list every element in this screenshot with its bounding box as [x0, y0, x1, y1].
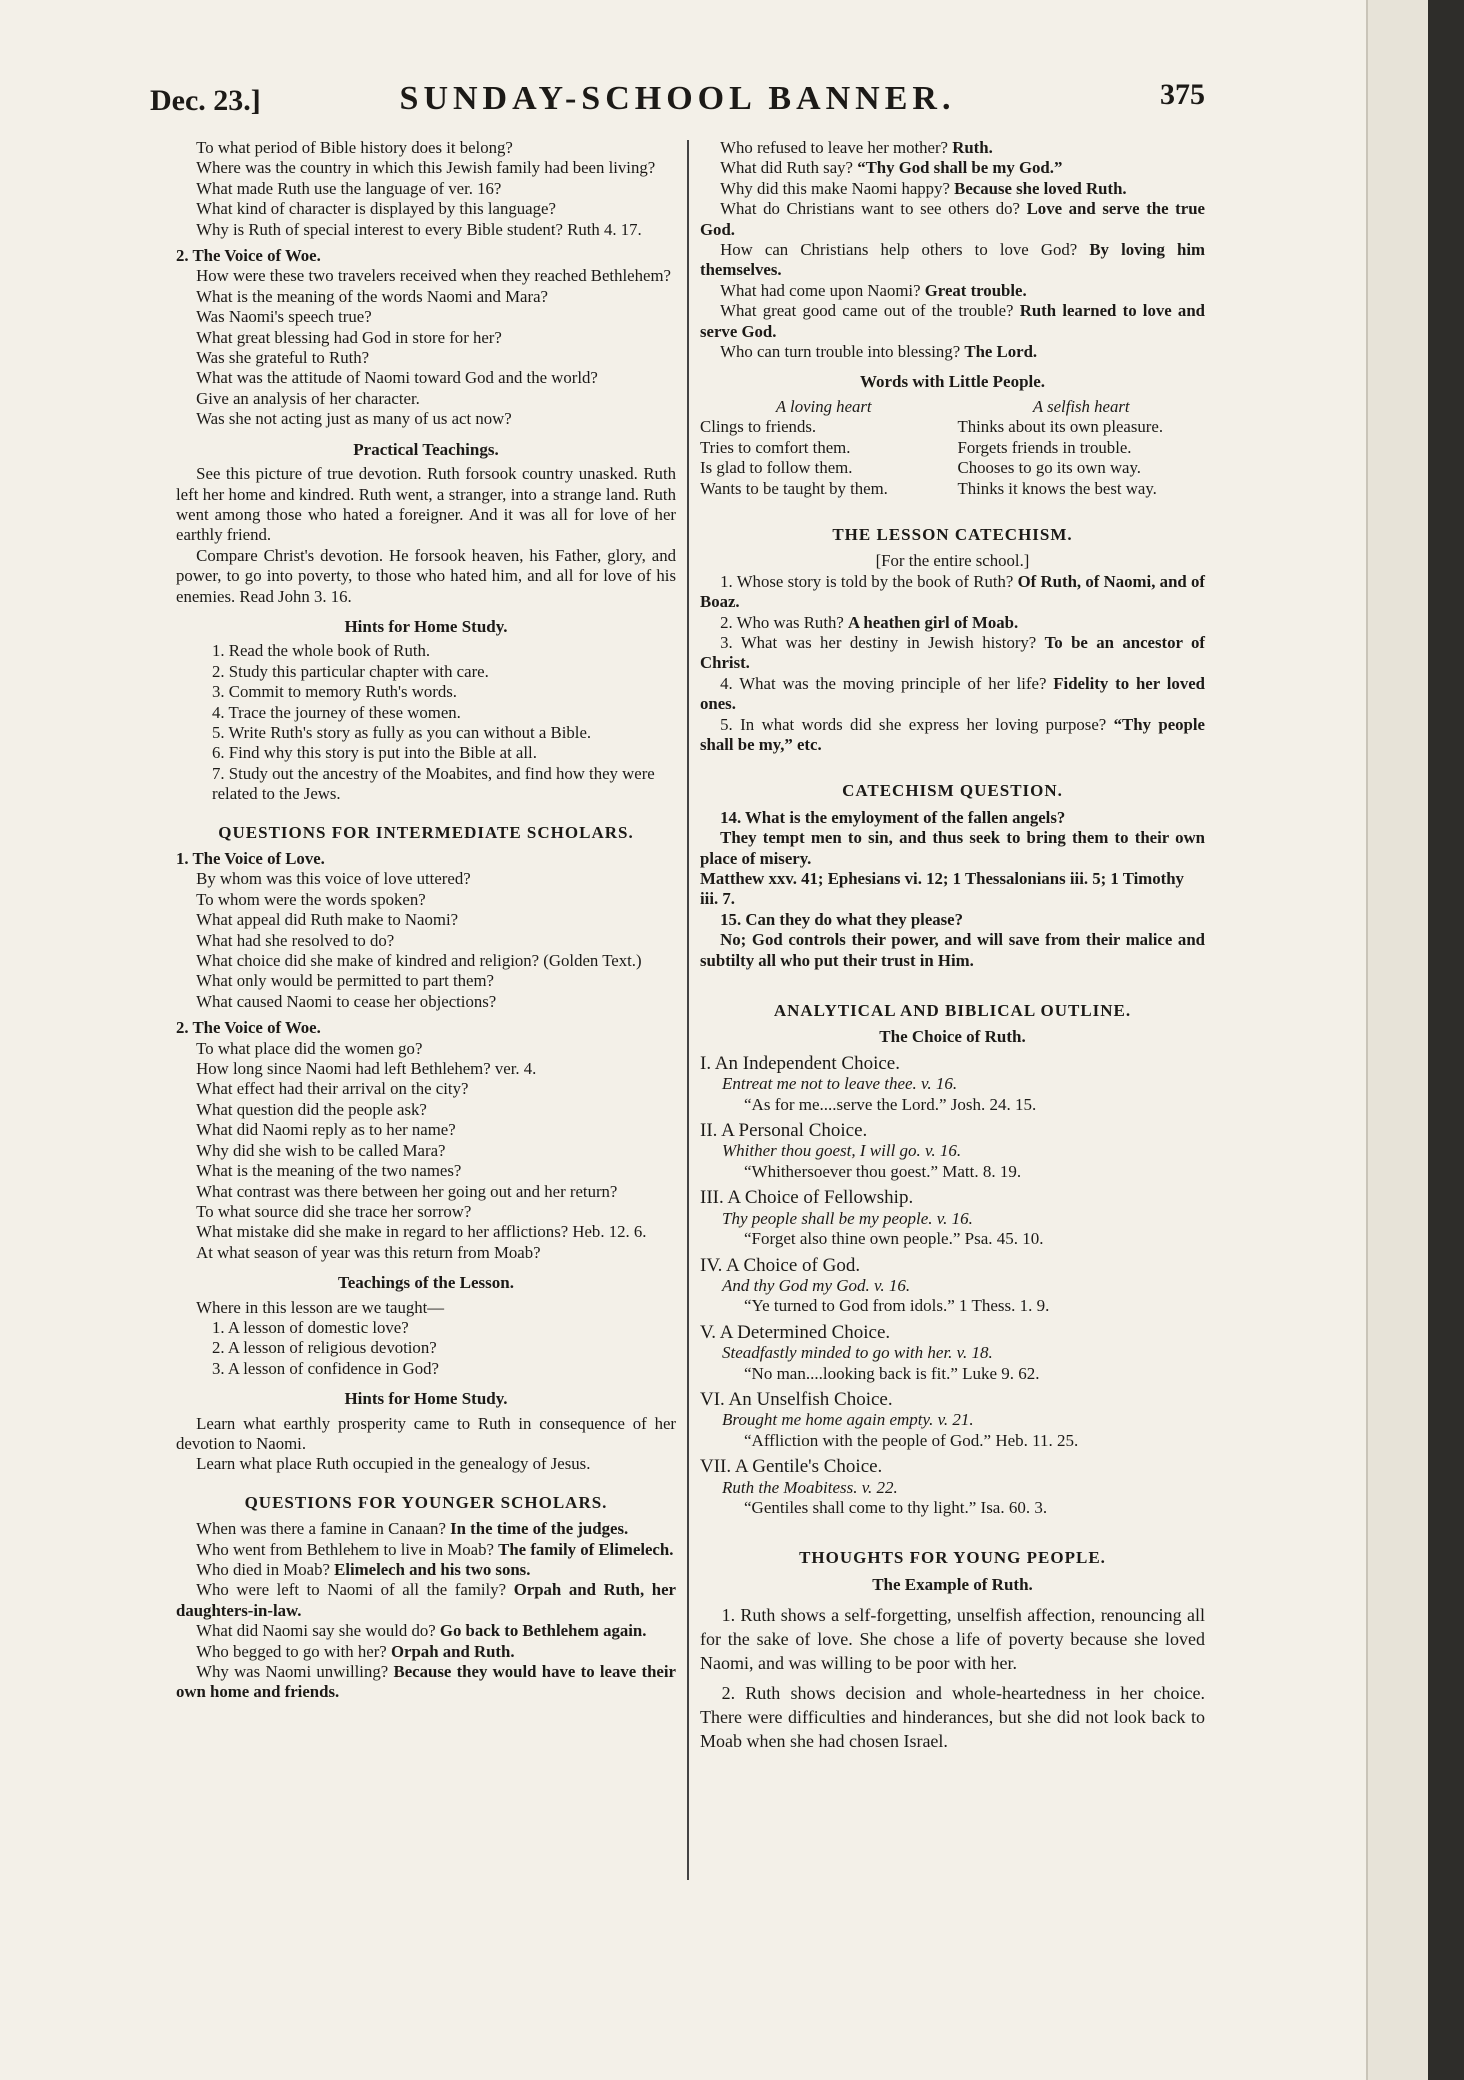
answer: Fidelity to her loved ones. — [700, 673, 1205, 714]
question: At what season of year was this return from Moab? — [196, 1242, 541, 1262]
question: 4. What was the moving principle of her life? — [720, 673, 1047, 693]
list-item: 4. Trace the journey of these women. — [212, 702, 461, 722]
answer: Of Ruth, of Naomi, and of Boaz. — [700, 571, 1205, 612]
catechism-qa — [700, 572, 1205, 756]
question: What had come upon Naomi? — [720, 280, 921, 300]
question: To whom were the words spoken? — [196, 889, 426, 909]
question: Where was the country in which this Jewish family had been living? — [196, 158, 656, 178]
question: Who died in Moab? — [196, 1560, 330, 1579]
question: Was Naomi's speech true? — [196, 307, 372, 327]
question: 1. Whose story is told by the book of Ruth? — [720, 571, 1014, 591]
outline-ref: “Affliction with the people of God.” Heb. 11. 25. — [744, 1430, 1079, 1450]
qa-item — [700, 572, 1205, 613]
question: What question did the people ask? — [196, 1099, 427, 1119]
answer: “Thy God shall be my God.” — [857, 158, 1063, 178]
teachings-intro: Where in this lesson are we taught— — [196, 1297, 445, 1317]
question: What had she resolved to do? — [196, 930, 395, 950]
qa-item — [700, 281, 1205, 301]
question: Why was Naomi unwilling? — [196, 1662, 389, 1682]
intermediate-heading: QUESTIONS FOR INTERMEDIATE SCHOLARS. — [218, 822, 634, 842]
question: What made Ruth use the language of ver. 16? — [196, 178, 502, 198]
question: What kind of character is displayed by this language? — [196, 199, 556, 219]
outline-heading-item: II. A Personal Choice. — [700, 1120, 868, 1142]
words-right-cell: Forgets friends in trouble. — [957, 437, 1132, 457]
running-header — [150, 76, 1205, 128]
column-rule — [687, 140, 689, 1880]
answer: Elimelech and his two sons. — [334, 1560, 531, 1579]
question: What mistake did she make in regard to her afflictions? Heb. 12. 6. — [196, 1222, 647, 1242]
outline-ref: “Whithersoever thou goest.” Matt. 8. 19. — [744, 1161, 1022, 1181]
question: What do Christians want to see others do? — [720, 199, 1020, 219]
question: To what place did the women go? — [196, 1038, 423, 1058]
int-s2-questions — [176, 1039, 676, 1263]
practical-teachings-heading: Practical Teachings. — [353, 439, 499, 459]
words-left-cell: Wants to be taught by them. — [700, 478, 888, 498]
qa-item — [700, 715, 1205, 756]
outline-text: Whither thou goest, I will go. v. 16. — [722, 1141, 962, 1161]
question: When was there a famine in Canaan? — [196, 1519, 446, 1539]
intro-questions — [176, 138, 676, 240]
words-right-cell: Chooses to go its own way. — [957, 458, 1142, 478]
question: How long since Naomi had left Bethlehem? ver. 4. — [196, 1059, 537, 1079]
question: 3. What was her destiny in Jewish history? — [720, 632, 1037, 652]
answer: Orpah and Ruth, her daughters-in-law. — [176, 1580, 676, 1620]
section-heading: 2. The Voice of Woe. — [176, 246, 321, 266]
outline-subheading: The Choice of Ruth. — [879, 1027, 1026, 1047]
outline-text: Ruth the Moabitess. v. 22. — [722, 1477, 898, 1497]
int-s1-questions — [176, 869, 676, 1012]
question: What caused Naomi to cease her objections? — [196, 991, 497, 1011]
section-heading: 2. The Voice of Woe. — [176, 1018, 321, 1038]
qa-item — [700, 301, 1205, 342]
question: 15. Can they do what they please? — [720, 909, 964, 929]
question: How were these two travelers received when they reached Bethlehem? — [196, 266, 671, 286]
qa-item — [700, 179, 1205, 199]
outline-ref: “Forget also thine own people.” Psa. 45. 10. — [744, 1229, 1044, 1249]
younger-qa — [176, 1519, 676, 1703]
words-left-cell: Is glad to follow them. — [700, 458, 853, 478]
answer: Because they would have to leave their own home and friends. — [176, 1662, 676, 1702]
list-item: 5. Write Ruth's story as fully as you can without a Bible. — [212, 722, 592, 742]
question: Was she grateful to Ruth? — [196, 348, 370, 368]
thoughts-subheading: The Example of Ruth. — [872, 1574, 1033, 1594]
question: Who were left to Naomi of all the family? — [196, 1580, 507, 1600]
question: To what source did she trace her sorrow? — [196, 1201, 472, 1221]
question: What is the meaning of the two names? — [196, 1161, 462, 1181]
answer: Ruth. — [952, 138, 993, 157]
answer: By loving him themselves. — [700, 240, 1205, 280]
section-heading: 1. The Voice of Love. — [176, 849, 325, 868]
answer: To be an ancestor of Christ. — [700, 632, 1205, 673]
top-qa — [700, 138, 1205, 362]
hints-list — [176, 641, 676, 804]
question: How can Christians help others to love God? — [720, 240, 1078, 260]
outline-ref: “Gentiles shall come to thy light.” Isa. 60. 3. — [744, 1497, 1048, 1517]
words-right-cell: Thinks it knows the best way. — [957, 478, 1157, 498]
question: 5. In what words did she express her loving purpose? — [720, 714, 1107, 734]
paragraph: Learn what place Ruth occupied in the genealogy of Jesus. — [196, 1454, 591, 1474]
scan-border — [1428, 0, 1464, 2080]
section2-questions — [176, 266, 676, 429]
question: 14. What is the emyloyment of the fallen angels? — [720, 807, 1066, 827]
qa-item — [176, 1519, 676, 1539]
paragraph: Compare Christ's devotion. He forsook heaven, his Father, glory, and power, to go into poverty, to those who hated him, and all for love of his enemies. Read John 3. 16. — [176, 545, 676, 606]
outline-heading-item: IV. A Choice of God. — [700, 1254, 861, 1276]
qa-item — [176, 1662, 676, 1703]
question: Why did she wish to be called Mara? — [196, 1140, 446, 1160]
page-number: 375 — [1160, 78, 1205, 111]
younger-heading: QUESTIONS FOR YOUNGER SCHOLARS. — [244, 1492, 608, 1512]
outline-ref: “Ye turned to God from idols.” 1 Thess. 1. 9. — [744, 1296, 1050, 1316]
qa-item — [700, 138, 1205, 158]
list-item: 1. Read the whole book of Ruth. — [212, 641, 431, 661]
paragraph: Learn what earthly prosperity came to Ruth in consequence of her devotion to Naomi. — [176, 1413, 676, 1453]
scripture-refs: Matthew xxv. 41; Ephesians vi. 12; 1 Thessalonians iii. 5; 1 Timothy iii. 7. — [700, 869, 1184, 909]
answer: Because she loved Ruth. — [954, 178, 1127, 198]
outline-text: Brought me home again empty. v. 21. — [722, 1410, 974, 1430]
qa-item — [176, 1540, 676, 1560]
list-item: 3. Commit to memory Ruth's words. — [212, 682, 457, 702]
teachings-heading: Teachings of the Lesson. — [337, 1273, 514, 1293]
words-table — [700, 397, 1205, 499]
qa-item — [176, 1580, 676, 1621]
question: What contrast was there between her going out and her return? — [196, 1181, 618, 1201]
paragraph: 1. Ruth shows a self-forgetting, unselfish affection, renouncing all for the sake of love. She chose a life of poverty because she loved Naomi, and was willing to be poor with her. — [700, 1605, 1205, 1674]
question: Who can turn trouble into blessing? — [720, 342, 961, 362]
question: By whom was this voice of love uttered? — [196, 869, 471, 889]
answer: A heathen girl of Moab. — [848, 612, 1019, 632]
answer: “Thy people shall be my,” etc. — [700, 714, 1206, 754]
question: What did Naomi reply as to her name? — [196, 1120, 456, 1140]
outline-heading-item: VI. An Unselfish Choice. — [700, 1388, 893, 1410]
list-item: 3. A lesson of confidence in God? — [212, 1358, 439, 1378]
answer: Love and serve the true God. — [700, 199, 1206, 239]
outline-heading-item: III. A Choice of Fellowship. — [700, 1187, 914, 1209]
question: What did Ruth say? — [720, 158, 853, 178]
outline-list — [700, 1054, 1205, 1519]
answer: The Lord. — [964, 342, 1038, 362]
words-right-cell: Thinks about its own pleasure. — [957, 417, 1164, 437]
question: What great good came out of the trouble? — [720, 301, 1014, 321]
qa-item — [700, 342, 1205, 362]
catechism-subheading: [For the entire school.] — [875, 551, 1030, 571]
question: Give an analysis of her character. — [196, 388, 420, 408]
question: Why is Ruth of special interest to every Bible student? Ruth 4. 17. — [196, 219, 642, 239]
outline-heading: ANALYTICAL AND BIBLICAL OUTLINE. — [773, 1001, 1132, 1021]
outline-ref: “No man....looking back is fit.” Luke 9. 62. — [744, 1363, 1040, 1383]
page-edge-shadow — [1366, 0, 1428, 2080]
answer: They tempt men to sin, and thus seek to bring them to their own place of misery. — [700, 828, 1205, 868]
paragraph: See this picture of true devotion. Ruth forsook country unasked. Ruth left her home and kindred. Ruth went, a stranger, into a strange land. Ruth went among those who hated a foreigner. And it was all for love of her earthly friend. — [176, 464, 676, 545]
catechism-question-heading: CATECHISM QUESTION. — [842, 781, 1063, 801]
header-title: SUNDAY-SCHOOL BANNER. — [399, 80, 956, 117]
hints-heading: Hints for Home Study. — [344, 616, 508, 636]
hints-heading: Hints for Home Study. — [344, 1389, 508, 1409]
thoughts-list — [700, 1603, 1205, 1753]
outline-text: Steadfastly minded to go with her. v. 18. — [722, 1343, 993, 1363]
question: What appeal did Ruth make to Naomi? — [196, 910, 459, 930]
outline-text: And thy God my God. v. 16. — [722, 1275, 911, 1295]
qa-item — [176, 1642, 676, 1662]
qa-item — [700, 674, 1205, 715]
answer: Go back to Bethlehem again. — [439, 1621, 647, 1641]
outline-text: Entreat me not to leave thee. v. 16. — [722, 1074, 958, 1094]
qa-item — [700, 613, 1205, 633]
answer: Ruth learned to love and serve God. — [700, 301, 1205, 341]
teachings-list — [176, 1318, 676, 1379]
catechism-heading: THE LESSON CATECHISM. — [832, 524, 1073, 544]
question: Who went from Bethlehem to live in Moab? — [196, 1539, 494, 1559]
words-heading: Words with Little People. — [859, 372, 1046, 392]
outline-ref: “As for me....serve the Lord.” Josh. 24. 15. — [744, 1094, 1037, 1114]
answer: No; God controls their power, and will save from their malice and subtilty all who put their trust in Him. — [700, 930, 1205, 970]
qa-item — [700, 633, 1205, 674]
thoughts-heading: THOUGHTS FOR YOUNG PEOPLE. — [799, 1548, 1106, 1568]
outline-heading-item: VII. A Gentile's Choice. — [700, 1456, 883, 1478]
question: What was the attitude of Naomi toward God and the world? — [196, 368, 598, 388]
words-left-head: A loving heart — [775, 396, 872, 416]
answer: Orpah and Ruth. — [390, 1641, 515, 1661]
qa-item — [700, 158, 1205, 178]
outline-text: Thy people shall be my people. v. 16. — [722, 1208, 973, 1228]
qa-item — [700, 240, 1205, 281]
list-item: 7. Study out the ancestry of the Moabites, and find how they were related to the Jews. — [212, 763, 655, 804]
question: What choice did she make of kindred and religion? (Golden Text.) — [196, 951, 642, 971]
qa-item — [176, 1560, 676, 1580]
question: Was she not acting just as many of us act now? — [196, 409, 512, 429]
answer: The family of Elimelech. — [498, 1539, 674, 1559]
question: To what period of Bible history does it belong? — [196, 138, 513, 157]
outline-heading-item: I. An Independent Choice. — [700, 1052, 900, 1074]
question: What did Naomi say she would do? — [196, 1621, 436, 1641]
list-item: 2. Study this particular chapter with care. — [212, 661, 489, 681]
list-item: 2. A lesson of religious devotion? — [212, 1338, 437, 1358]
header-date: Dec. 23.] — [150, 84, 261, 117]
paragraph: 2. Ruth shows decision and whole-heartedness in her choice. There were difficulties and hinderances, but she did not look back to Moab when she had chosen Israel. — [700, 1683, 1205, 1752]
question: What is the meaning of the words Naomi and Mara? — [196, 286, 548, 306]
question: What only would be permitted to part them? — [196, 971, 494, 991]
question: What effect had their arrival on the city? — [196, 1079, 469, 1099]
right-column — [700, 138, 1205, 1753]
words-left-cell: Clings to friends. — [700, 417, 817, 437]
question: Who begged to go with her? — [196, 1641, 387, 1661]
list-item: 6. Find why this story is put into the Bible at all. — [212, 743, 537, 763]
outline-heading-item: V. A Determined Choice. — [700, 1321, 891, 1343]
left-column — [176, 138, 676, 1703]
question: Why did this make Naomi happy? — [720, 178, 950, 198]
qa-item — [700, 199, 1205, 240]
question: Who refused to leave her mother? — [720, 138, 948, 157]
list-item: 1. A lesson of domestic love? — [212, 1317, 409, 1337]
answer: Great trouble. — [924, 280, 1027, 300]
words-right-head: A selfish heart — [1032, 396, 1130, 416]
qa-item — [176, 1621, 676, 1641]
answer: In the time of the judges. — [450, 1519, 629, 1539]
question: What great blessing had God in store for her? — [196, 327, 502, 347]
question: 2. Who was Ruth? — [720, 612, 844, 632]
words-left-cell: Tries to comfort them. — [700, 437, 851, 457]
